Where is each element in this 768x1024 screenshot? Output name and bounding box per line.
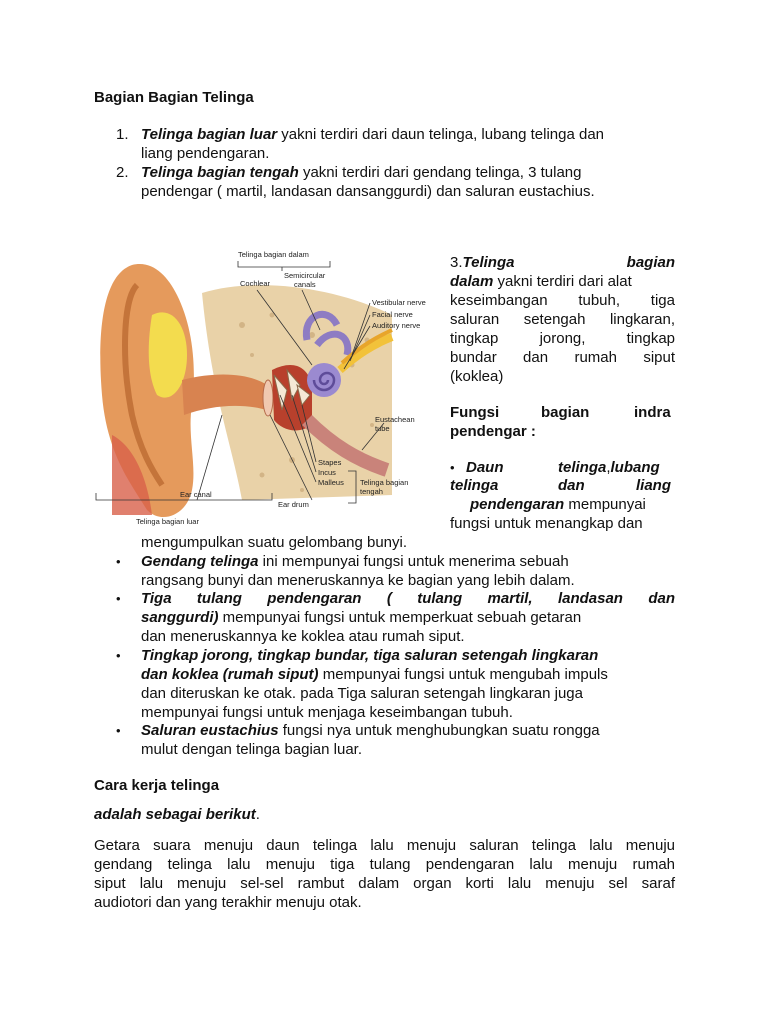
tiga-line2 — [141, 608, 581, 627]
label-telinga-bagian-luar: Telinga bagian luar — [136, 517, 199, 526]
tiga-line3: dan meneruskannya ke koklea atau rumah siput. — [141, 628, 465, 645]
cara-paragraph-line3: siput lalu menuju sel-sel rambut dalam organ korti lalu menuju sel saraf — [94, 875, 675, 892]
tiga-text: mempunyai fungsi untuk memperkuat sebuah getaran — [218, 609, 582, 626]
label-tube: tube — [375, 424, 390, 433]
label-canals: canals — [294, 280, 316, 289]
item3-line2 — [450, 272, 632, 291]
daun-line1-right — [558, 458, 660, 477]
saluran-bold: Saluran eustachius — [141, 722, 279, 739]
page-title: Bagian Bagian Telinga — [94, 89, 254, 106]
list-item-2-bold: Telinga bagian tengah — [141, 164, 299, 181]
bullet-dot: • — [116, 723, 121, 738]
bullet-dot: • — [450, 460, 455, 475]
daun-comma: , — [606, 459, 611, 476]
list-number-1: 1. — [116, 126, 129, 143]
tingkap-line2 — [141, 665, 608, 684]
cara-subheading-bold: adalah sebagai berikut — [94, 806, 256, 823]
cara-paragraph-line2: gendang telinga lalu menuju tiga tulang pendengaran lalu menuju rumah — [94, 856, 675, 873]
fungsi-heading-word-1: Fungsi — [450, 404, 500, 421]
tingkap-text: mempunyai fungsi untuk mengubah impuls — [318, 666, 608, 683]
gendang-line2: rangsang bunyi dan meneruskannya ke bagian yang lebih dalam. — [141, 572, 575, 589]
list-item-1 — [141, 125, 675, 144]
tingkap-line3: dan diteruskan ke otak. pada Tiga saluran setengah lingkaran juga — [141, 685, 583, 702]
daun-bold-1: Daun — [466, 459, 504, 476]
daun-line2-word-2: dan — [558, 477, 585, 494]
label-ear-canal: Ear canal — [180, 490, 212, 499]
item3-bold-2: bagian — [626, 254, 675, 271]
item3-line4: saluran setengah lingkaran, — [450, 311, 675, 328]
tingkap-line1: Tingkap jorong, tingkap bundar, tiga saluran setengah lingkaran — [141, 647, 599, 664]
item3-bold-3: dalam — [450, 273, 494, 290]
saluran-text: fungsi nya untuk menghubungkan suatu rongga — [278, 722, 600, 739]
fungsi-heading-word-2: bagian — [541, 404, 590, 421]
cochlea-shape — [307, 363, 341, 397]
daun-bold-3: lubang — [610, 459, 660, 476]
item3-line3: keseimbangan tubuh, tiga — [450, 292, 675, 309]
list-item-1-text: yakni terdiri dari daun telinga, lubang telinga dan — [277, 126, 605, 143]
ear-anatomy-figure — [92, 245, 438, 530]
list-number-2: 2. — [116, 164, 129, 181]
label-incus: Incus — [318, 468, 336, 477]
tingkap-bold-2: dan koklea (rumah siput) — [141, 666, 319, 683]
daun-line5: mengumpulkan suatu gelombang bunyi. — [141, 534, 408, 551]
label-malleus: Malleus — [318, 478, 344, 487]
saluran-line2: mulut dengan telinga bagian luar. — [141, 741, 363, 758]
fungsi-heading-line2: pendengar : — [450, 423, 536, 440]
cara-paragraph-line4: audiotori dan yang terakhir menuju otak. — [94, 894, 362, 911]
ear-drum-shape — [263, 380, 273, 416]
list-item-2-text: yakni terdiri dari gendang telinga, 3 tulang — [298, 164, 582, 181]
list-item-2 — [141, 163, 675, 182]
daun-line3 — [470, 495, 646, 514]
daun-line2-word-3: liang — [636, 477, 672, 494]
cara-subheading — [94, 805, 260, 824]
label-telinga-bagian-tengah-1: Telinga bagian — [360, 478, 409, 487]
cara-heading: Cara kerja telinga — [94, 777, 220, 794]
label-cochlear: Cochlear — [240, 279, 271, 288]
tiga-bold-2: sanggurdi) — [141, 609, 219, 626]
tingkap-line4: mempunyai fungsi untuk menjaga keseimbangan tubuh. — [141, 704, 513, 721]
list-item-2-line2: pendengar ( martil, landasan dansanggurdi) dan saluran eustachius. — [141, 183, 595, 200]
daun-bold-4: pendengaran — [470, 496, 565, 513]
bullet-dot: • — [116, 648, 121, 663]
item3-line5: tingkap jorong, tingkap — [450, 330, 675, 347]
item3-line1 — [450, 253, 675, 272]
item3-number: 3. — [450, 254, 463, 271]
item3-line6: bundar dan rumah siput — [450, 349, 675, 366]
tiga-line1: Tiga tulang pendengaran ( tulang martil, landasan dan — [141, 590, 675, 607]
label-semicircular: Semicircular — [284, 271, 326, 280]
label-telinga-bagian-tengah-2: tengah — [360, 487, 383, 496]
label-ear-drum: Ear drum — [278, 500, 309, 509]
daun-line2-word-1: telinga — [450, 477, 499, 494]
daun-line4: fungsi untuk menangkap dan — [450, 515, 643, 532]
list-item-1-bold: Telinga bagian luar — [141, 126, 278, 143]
item3-rest: yakni terdiri dari alat — [493, 273, 632, 290]
label-auditory-nerve: Auditory nerve — [372, 321, 421, 330]
label-vestibular-nerve: Vestibular nerve — [372, 298, 426, 307]
item3-line7: (koklea) — [450, 368, 504, 385]
gendang-bold: Gendang telinga — [141, 553, 259, 570]
bullet-dot: • — [116, 591, 121, 606]
daun-line3-text: mempunyai — [564, 496, 646, 513]
fungsi-heading-word-3: indra — [634, 404, 671, 421]
label-eustachean: Eustachean — [375, 415, 415, 424]
gendang-line1 — [141, 552, 569, 571]
saluran-line1 — [141, 721, 600, 740]
label-stapes: Stapes — [318, 458, 342, 467]
cara-subheading-dot: . — [255, 806, 260, 823]
item3-bold-1: Telinga — [462, 254, 515, 271]
list-item-1-line2: liang pendengaran. — [141, 145, 270, 162]
bullet-dot: • — [116, 554, 121, 569]
label-facial-nerve: Facial nerve — [372, 310, 413, 319]
gendang-text: ini mempunyai fungsi untuk menerima sebuah — [258, 553, 569, 570]
label-telinga-bagian-dalam: Telinga bagian dalam — [238, 250, 309, 259]
cara-paragraph-line1: Getara suara menuju daun telinga lalu menuju saluran telinga lalu menuju — [94, 837, 675, 854]
daun-bold-2: telinga — [558, 459, 607, 476]
